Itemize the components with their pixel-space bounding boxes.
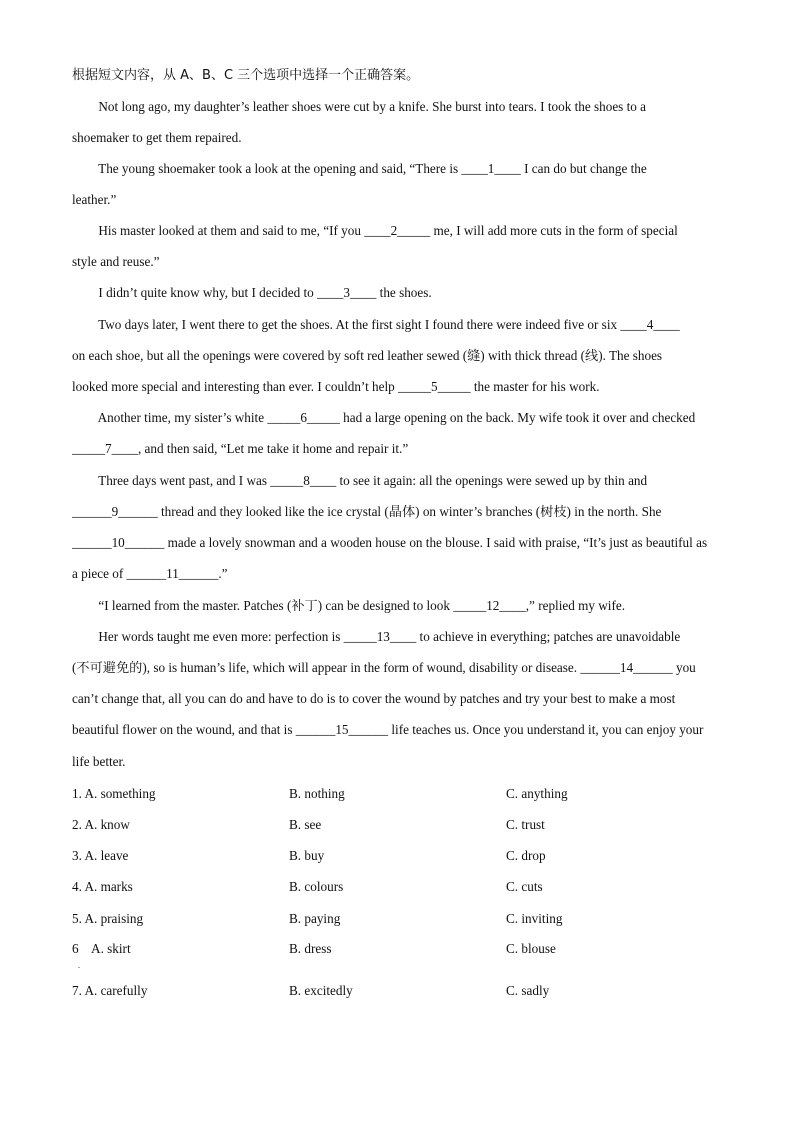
passage-line: Two days later, I went there to get the shoes. At the first sight I found there were indeed five or six ____4____ (72, 317, 680, 332)
passage-line: on each shoe, but all the openings were covered by soft red leather sewed (缝) with thick thread (线). The shoes (72, 348, 663, 363)
passage-line: ______10______ made a lovely snowman and a wooden house on the blouse. I said with praise, “It’s just as beautiful as (72, 535, 708, 550)
option-a: 4. A. marks (72, 879, 133, 894)
option-c: C. anything (506, 786, 568, 801)
option-a: 6 A. skirt (72, 941, 131, 956)
option-c: C. cuts (506, 879, 543, 894)
passage-line: Three days went past, and I was _____8____ to see it again: all the openings were sewed up by thin and (72, 473, 648, 488)
option-b: B. nothing (289, 786, 345, 801)
option-b: B. see (289, 817, 322, 832)
option-b: B. colours (289, 879, 344, 894)
passage-line: His master looked at them and said to me, “If you ____2_____ me, I will add more cuts in the form of special (72, 223, 678, 238)
option-c: C. drop (506, 848, 546, 863)
passage-line: life better. (72, 754, 126, 769)
option-b: B. excitedly (289, 983, 353, 998)
passage-line: I didn’t quite know why, but I decided to ____3____ the shoes. (72, 285, 432, 300)
passage-line: leather.” (72, 192, 117, 207)
option-a: 2. A. know (72, 817, 130, 832)
passage-line: The young shoemaker took a look at the opening and said, “There is ____1____ I can do but change the (72, 161, 647, 176)
passage-line: _____7____, and then said, “Let me take it home and repair it.” (72, 441, 409, 456)
option-a: 3. A. leave (72, 848, 129, 863)
passage-line: looked more special and interesting than ever. I couldn’t help _____5_____ the master for his work. (72, 379, 600, 394)
passage-line: a piece of ______11______.” (72, 566, 228, 581)
passage-line: (不可避免的), so is human’s life, which will appear in the form of wound, disability or disease. ______14______ you (72, 660, 696, 675)
passage-line: Another time, my sister’s white _____6_____ had a large opening on the back. My wife took it over and checked (72, 410, 696, 425)
option-b: B. buy (289, 848, 325, 863)
passage-line: “I learned from the master. Patches (补丁) can be designed to look _____12____,” replied my wife. (72, 598, 625, 613)
passage-line: shoemaker to get them repaired. (72, 130, 242, 145)
option-b: B. paying (289, 911, 341, 926)
passage-line: Her words taught me even more: perfection is _____13____ to achieve in everything; patches are unavoidable (72, 629, 681, 644)
option-a: 7. A. carefully (72, 983, 148, 998)
option-a: 1. A. something (72, 786, 156, 801)
passage-line: ______9______ thread and they looked like the ice crystal (晶体) on winter’s branches (树枝) in the north. She (72, 504, 662, 519)
option-b: B. dress (289, 941, 332, 956)
passage-line: Not long ago, my daughter’s leather shoes were cut by a knife. She burst into tears. I took the shoes to a (72, 99, 647, 114)
option-c: C. trust (506, 817, 545, 832)
passage-line: style and reuse.” (72, 254, 160, 269)
instruction: 根据短文内容，从 A、B、C 三个选项中选择一个正确答案。 (72, 68, 420, 83)
option-a: 5. A. praising (72, 911, 144, 926)
passage-line: beautiful flower on the wound, and that is ______15______ life teaches us. Once you understand it, you can enjoy your (72, 722, 704, 737)
option-c: C. inviting (506, 911, 563, 926)
stray-dot: . (78, 961, 80, 970)
option-c: C. blouse (506, 941, 556, 956)
passage-line: can’t change that, all you can do and have to do is to cover the wound by patches and try your best to make a most (72, 691, 676, 706)
option-c: C. sadly (506, 983, 550, 998)
